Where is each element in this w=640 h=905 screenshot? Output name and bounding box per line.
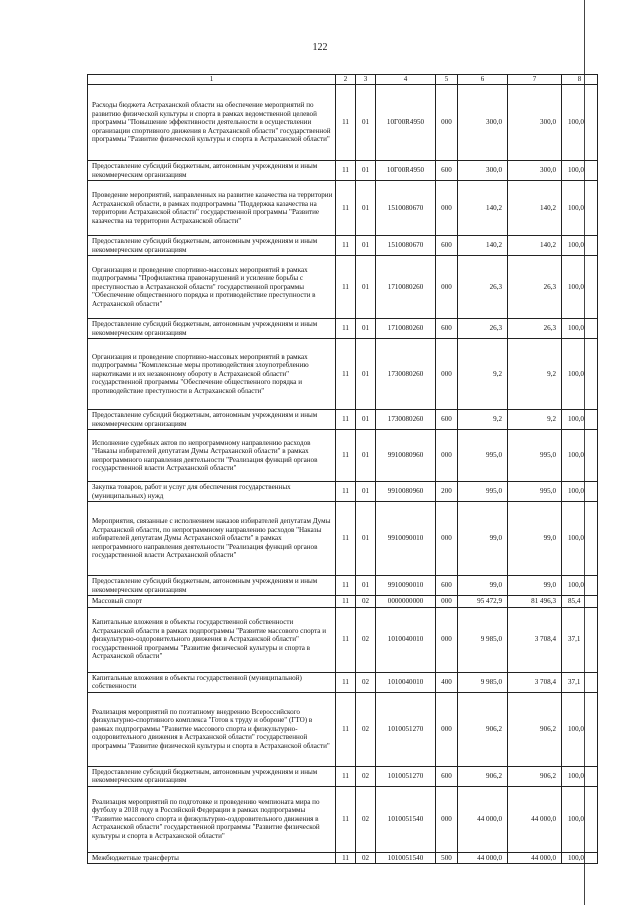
section-code-cell: 11 <box>336 256 356 319</box>
section-code-cell: 11 <box>336 181 356 236</box>
executed-amount-cell: 300,0 <box>508 161 562 181</box>
table-row <box>88 786 598 852</box>
section-code-cell: 11 <box>336 430 356 482</box>
header-cell: 6 <box>458 75 508 85</box>
table-row <box>88 161 598 181</box>
subsection-code-cell: 01 <box>356 256 376 319</box>
expense-type-cell: 000 <box>436 596 458 608</box>
planned-amount-cell: 300,0 <box>458 85 508 161</box>
target-article-cell: 1010051540 <box>376 786 436 852</box>
subsection-code-cell: 02 <box>356 766 376 786</box>
header-cell: 5 <box>436 75 458 85</box>
section-code-cell: 11 <box>336 607 356 672</box>
section-code-cell: 11 <box>336 410 356 430</box>
executed-amount-cell: 26,3 <box>508 256 562 319</box>
header-cell: 2 <box>336 75 356 85</box>
planned-amount-cell: 995,0 <box>458 430 508 482</box>
target-article-cell: 9910080960 <box>376 430 436 482</box>
subsection-code-cell: 02 <box>356 786 376 852</box>
expense-type-cell: 600 <box>436 319 458 339</box>
section-code-cell: 11 <box>336 852 356 864</box>
row-name-cell: Исполнение судебных актов по непрограммному направлению расходов "Наказы избирателей депутатам Думы Астраханской области" в рамках непрограммного направления деятельности "Реализация функций органов государственной власти Астраханской области" <box>88 430 336 482</box>
subsection-code-cell: 01 <box>356 236 376 256</box>
execution-percent-cell: 100,0 <box>562 576 598 596</box>
planned-amount-cell: 906,2 <box>458 692 508 766</box>
execution-percent-cell: 100,0 <box>562 181 598 236</box>
planned-amount-cell: 300,0 <box>458 161 508 181</box>
section-code-cell: 11 <box>336 161 356 181</box>
expense-type-cell: 600 <box>436 161 458 181</box>
target-article-cell: 1010051270 <box>376 692 436 766</box>
table-row <box>88 607 598 672</box>
section-code-cell: 11 <box>336 692 356 766</box>
header-cell: 3 <box>356 75 376 85</box>
row-name-cell: Закупка товаров, работ и услуг для обеспечения государственных (муниципальных) нужд <box>88 482 336 502</box>
planned-amount-cell: 26,3 <box>458 256 508 319</box>
page-number: 122 <box>312 42 328 53</box>
executed-amount-cell: 99,0 <box>508 502 562 576</box>
execution-percent-cell: 100,0 <box>562 692 598 766</box>
planned-amount-cell: 44 000,0 <box>458 852 508 864</box>
row-name-cell: Расходы бюджета Астраханской области на обеспечение мероприятий по развитию физической культуры и спорта в рамках ведомственной целевой программы "Повышение эффективности деятельности в осуществлении организации спортивного движения в Астраханской области" государственной программы "Развитие физической культуры и спорта в Астраханской области" <box>88 85 336 161</box>
target-article-cell: 0000000000 <box>376 596 436 608</box>
executed-amount-cell: 44 000,0 <box>508 852 562 864</box>
subsection-code-cell: 01 <box>356 430 376 482</box>
expense-type-cell: 000 <box>436 692 458 766</box>
expense-type-cell: 000 <box>436 430 458 482</box>
table-row <box>88 766 598 786</box>
section-code-cell: 11 <box>336 482 356 502</box>
execution-percent-cell: 100,0 <box>562 319 598 339</box>
section-code-cell: 11 <box>336 786 356 852</box>
execution-percent-cell: 100,0 <box>562 410 598 430</box>
target-article-cell: 10Г00R4950 <box>376 85 436 161</box>
executed-amount-cell: 99,0 <box>508 576 562 596</box>
subsection-code-cell: 02 <box>356 607 376 672</box>
execution-percent-cell: 100,0 <box>562 236 598 256</box>
target-article-cell: 9910080960 <box>376 482 436 502</box>
table-row <box>88 181 598 236</box>
table-row <box>88 256 598 319</box>
planned-amount-cell: 9 985,0 <box>458 607 508 672</box>
row-name-cell: Предоставление субсидий бюджетным, автономным учреждениям и иным некоммерческим организациям <box>88 576 336 596</box>
execution-percent-cell: 100,0 <box>562 502 598 576</box>
executed-amount-cell: 3 708,4 <box>508 672 562 692</box>
table-row <box>88 852 598 864</box>
subsection-code-cell: 01 <box>356 339 376 410</box>
target-article-cell: 1010051540 <box>376 852 436 864</box>
expense-type-cell: 000 <box>436 256 458 319</box>
row-name-cell: Реализация мероприятий по подготовке и проведению чемпионата мира по футболу в 2018 году в Российской Федерации в рамках подпрограммы "Развитие массового спорта и физкультурно-оздоровительного движения в Астраханской области" государственной программы "Развитие физической культуры и спорта в Астраханской области" <box>88 786 336 852</box>
target-article-cell: 1710080260 <box>376 319 436 339</box>
subsection-code-cell: 01 <box>356 161 376 181</box>
expense-type-cell: 000 <box>436 502 458 576</box>
execution-percent-cell: 100,0 <box>562 161 598 181</box>
expense-type-cell: 600 <box>436 410 458 430</box>
row-name-cell: Предоставление субсидий бюджетным, автономным учреждениям и иным некоммерческим организациям <box>88 161 336 181</box>
expense-type-cell: 500 <box>436 852 458 864</box>
budget-table <box>87 74 598 864</box>
executed-amount-cell: 9,2 <box>508 410 562 430</box>
executed-amount-cell: 906,2 <box>508 766 562 786</box>
row-name-cell: Реализация мероприятий по поэтапному внедрению Всероссийского физкультурно-спортивного комплекса "Готов к труду и обороне" (ГТО) в рамках подпрограммы "Развитие массового спорта и физкультурно-оздоровительного движения в Астраханской области" государственной программы "Развитие физической культуры и спорта в Астраханской области" <box>88 692 336 766</box>
section-code-cell: 11 <box>336 576 356 596</box>
table-row <box>88 410 598 430</box>
planned-amount-cell: 26,3 <box>458 319 508 339</box>
planned-amount-cell: 9 985,0 <box>458 672 508 692</box>
table-row <box>88 502 598 576</box>
executed-amount-cell: 44 000,0 <box>508 786 562 852</box>
execution-percent-cell: 85,4 <box>562 596 598 608</box>
execution-percent-cell: 100,0 <box>562 430 598 482</box>
expense-type-cell: 200 <box>436 482 458 502</box>
subsection-code-cell: 01 <box>356 181 376 236</box>
subsection-code-cell: 01 <box>356 482 376 502</box>
subsection-code-cell: 02 <box>356 596 376 608</box>
target-article-cell: 1730080260 <box>376 410 436 430</box>
table-row <box>88 692 598 766</box>
table-row <box>88 596 598 608</box>
target-article-cell: 1730080260 <box>376 339 436 410</box>
expense-type-cell: 400 <box>436 672 458 692</box>
planned-amount-cell: 44 000,0 <box>458 786 508 852</box>
target-article-cell: 1510080670 <box>376 236 436 256</box>
table-row <box>88 339 598 410</box>
row-name-cell: Предоставление субсидий бюджетным, автономным учреждениям и иным некоммерческим организациям <box>88 236 336 256</box>
planned-amount-cell: 140,2 <box>458 181 508 236</box>
executed-amount-cell: 995,0 <box>508 482 562 502</box>
target-article-cell: 10Г00R4950 <box>376 161 436 181</box>
target-article-cell: 1010040010 <box>376 607 436 672</box>
row-name-cell: Межбюджетные трансферты <box>88 852 336 864</box>
subsection-code-cell: 02 <box>356 672 376 692</box>
planned-amount-cell: 906,2 <box>458 766 508 786</box>
executed-amount-cell: 906,2 <box>508 692 562 766</box>
expense-type-cell: 000 <box>436 339 458 410</box>
planned-amount-cell: 9,2 <box>458 410 508 430</box>
row-name-cell: Организация и проведение спортивно-массовых мероприятий в рамках подпрограммы "Профилактика правонарушений и усиление борьбы с преступностью в Астраханской области" государственной программы "Обеспечение общественного порядка и противодействие преступности в Астраханской области" <box>88 256 336 319</box>
table-row <box>88 319 598 339</box>
target-article-cell: 9910090010 <box>376 576 436 596</box>
planned-amount-cell: 140,2 <box>458 236 508 256</box>
row-name-cell: Предоставление субсидий бюджетным, автономным учреждениям и иным некоммерческим организациям <box>88 410 336 430</box>
row-name-cell: Мероприятия, связанные с исполнением наказов избирателей депутатам Думы Астраханской области, по непрограммному направлению расходов "Наказы избирателей депутатам Думы Астраханской области" в рамках непрограммного направления деятельности "Реализация функций органов государственной власти Астраханской области" <box>88 502 336 576</box>
planned-amount-cell: 95 472,9 <box>458 596 508 608</box>
subsection-code-cell: 01 <box>356 410 376 430</box>
planned-amount-cell: 99,0 <box>458 502 508 576</box>
section-code-cell: 11 <box>336 766 356 786</box>
row-name-cell: Организация и проведение спортивно-массовых мероприятий в рамках подпрограммы "Комплексные меры противодействия злоупотреблению наркотиками и их незаконному обороту в Астраханской области" государственной программы "Обеспечение общественного порядка и противодействие преступности в Астраханской области" <box>88 339 336 410</box>
execution-percent-cell: 100,0 <box>562 339 598 410</box>
execution-percent-cell: 37,1 <box>562 607 598 672</box>
subsection-code-cell: 01 <box>356 502 376 576</box>
subsection-code-cell: 01 <box>356 319 376 339</box>
expense-type-cell: 000 <box>436 607 458 672</box>
target-article-cell: 1010040010 <box>376 672 436 692</box>
target-article-cell: 9910090010 <box>376 502 436 576</box>
execution-percent-cell: 100,0 <box>562 482 598 502</box>
executed-amount-cell: 140,2 <box>508 236 562 256</box>
executed-amount-cell: 3 708,4 <box>508 607 562 672</box>
subsection-code-cell: 01 <box>356 576 376 596</box>
executed-amount-cell: 26,3 <box>508 319 562 339</box>
executed-amount-cell: 81 496,3 <box>508 596 562 608</box>
subsection-code-cell: 02 <box>356 852 376 864</box>
section-code-cell: 11 <box>336 672 356 692</box>
table-row <box>88 576 598 596</box>
expense-type-cell: 600 <box>436 766 458 786</box>
table-row <box>88 236 598 256</box>
planned-amount-cell: 995,0 <box>458 482 508 502</box>
executed-amount-cell: 9,2 <box>508 339 562 410</box>
header-cell: 1 <box>88 75 336 85</box>
target-article-cell: 1510080670 <box>376 181 436 236</box>
expense-type-cell: 000 <box>436 85 458 161</box>
section-code-cell: 11 <box>336 339 356 410</box>
executed-amount-cell: 300,0 <box>508 85 562 161</box>
executed-amount-cell: 995,0 <box>508 430 562 482</box>
execution-percent-cell: 100,0 <box>562 766 598 786</box>
row-name-cell: Проведение мероприятий, направленных на развитие казачества на территории Астраханской области, в рамках подпрограммы "Поддержка казачества на территории Астраханской области" государственной программы "Развитие казачества на территории Астраханской области" <box>88 181 336 236</box>
expense-type-cell: 600 <box>436 576 458 596</box>
executed-amount-cell: 140,2 <box>508 181 562 236</box>
row-name-cell: Капитальные вложения в объекты государственной (муниципальной) собственности <box>88 672 336 692</box>
execution-percent-cell: 100,0 <box>562 786 598 852</box>
header-row <box>88 75 598 85</box>
expense-type-cell: 000 <box>436 786 458 852</box>
subsection-code-cell: 02 <box>356 692 376 766</box>
planned-amount-cell: 9,2 <box>458 339 508 410</box>
execution-percent-cell: 37,1 <box>562 672 598 692</box>
table-row <box>88 672 598 692</box>
expense-type-cell: 000 <box>436 181 458 236</box>
header-cell: 8 <box>562 75 598 85</box>
planned-amount-cell: 99,0 <box>458 576 508 596</box>
section-code-cell: 11 <box>336 236 356 256</box>
target-article-cell: 1710080260 <box>376 256 436 319</box>
execution-percent-cell: 100,0 <box>562 256 598 319</box>
row-name-cell: Предоставление субсидий бюджетным, автономным учреждениям и иным некоммерческим организациям <box>88 319 336 339</box>
section-code-cell: 11 <box>336 85 356 161</box>
expense-type-cell: 600 <box>436 236 458 256</box>
subsection-code-cell: 01 <box>356 85 376 161</box>
header-cell: 7 <box>508 75 562 85</box>
table-row <box>88 430 598 482</box>
header-cell: 4 <box>376 75 436 85</box>
table-row <box>88 85 598 161</box>
section-code-cell: 11 <box>336 502 356 576</box>
row-name-cell: Массовый спорт <box>88 596 336 608</box>
table-row <box>88 482 598 502</box>
row-name-cell: Предоставление субсидий бюджетным, автономным учреждениям и иным некоммерческим организациям <box>88 766 336 786</box>
target-article-cell: 1010051270 <box>376 766 436 786</box>
execution-percent-cell: 100,0 <box>562 85 598 161</box>
section-code-cell: 11 <box>336 596 356 608</box>
section-code-cell: 11 <box>336 319 356 339</box>
row-name-cell: Капитальные вложения в объекты государственной собственности Астраханской области в рамках подпрограммы "Развитие массового спорта и физкультурно-оздоровительного движения в Астраханской области" государственной программы "Развитие физической культуры и спорта в Астраханской области" <box>88 607 336 672</box>
execution-percent-cell: 100,0 <box>562 852 598 864</box>
